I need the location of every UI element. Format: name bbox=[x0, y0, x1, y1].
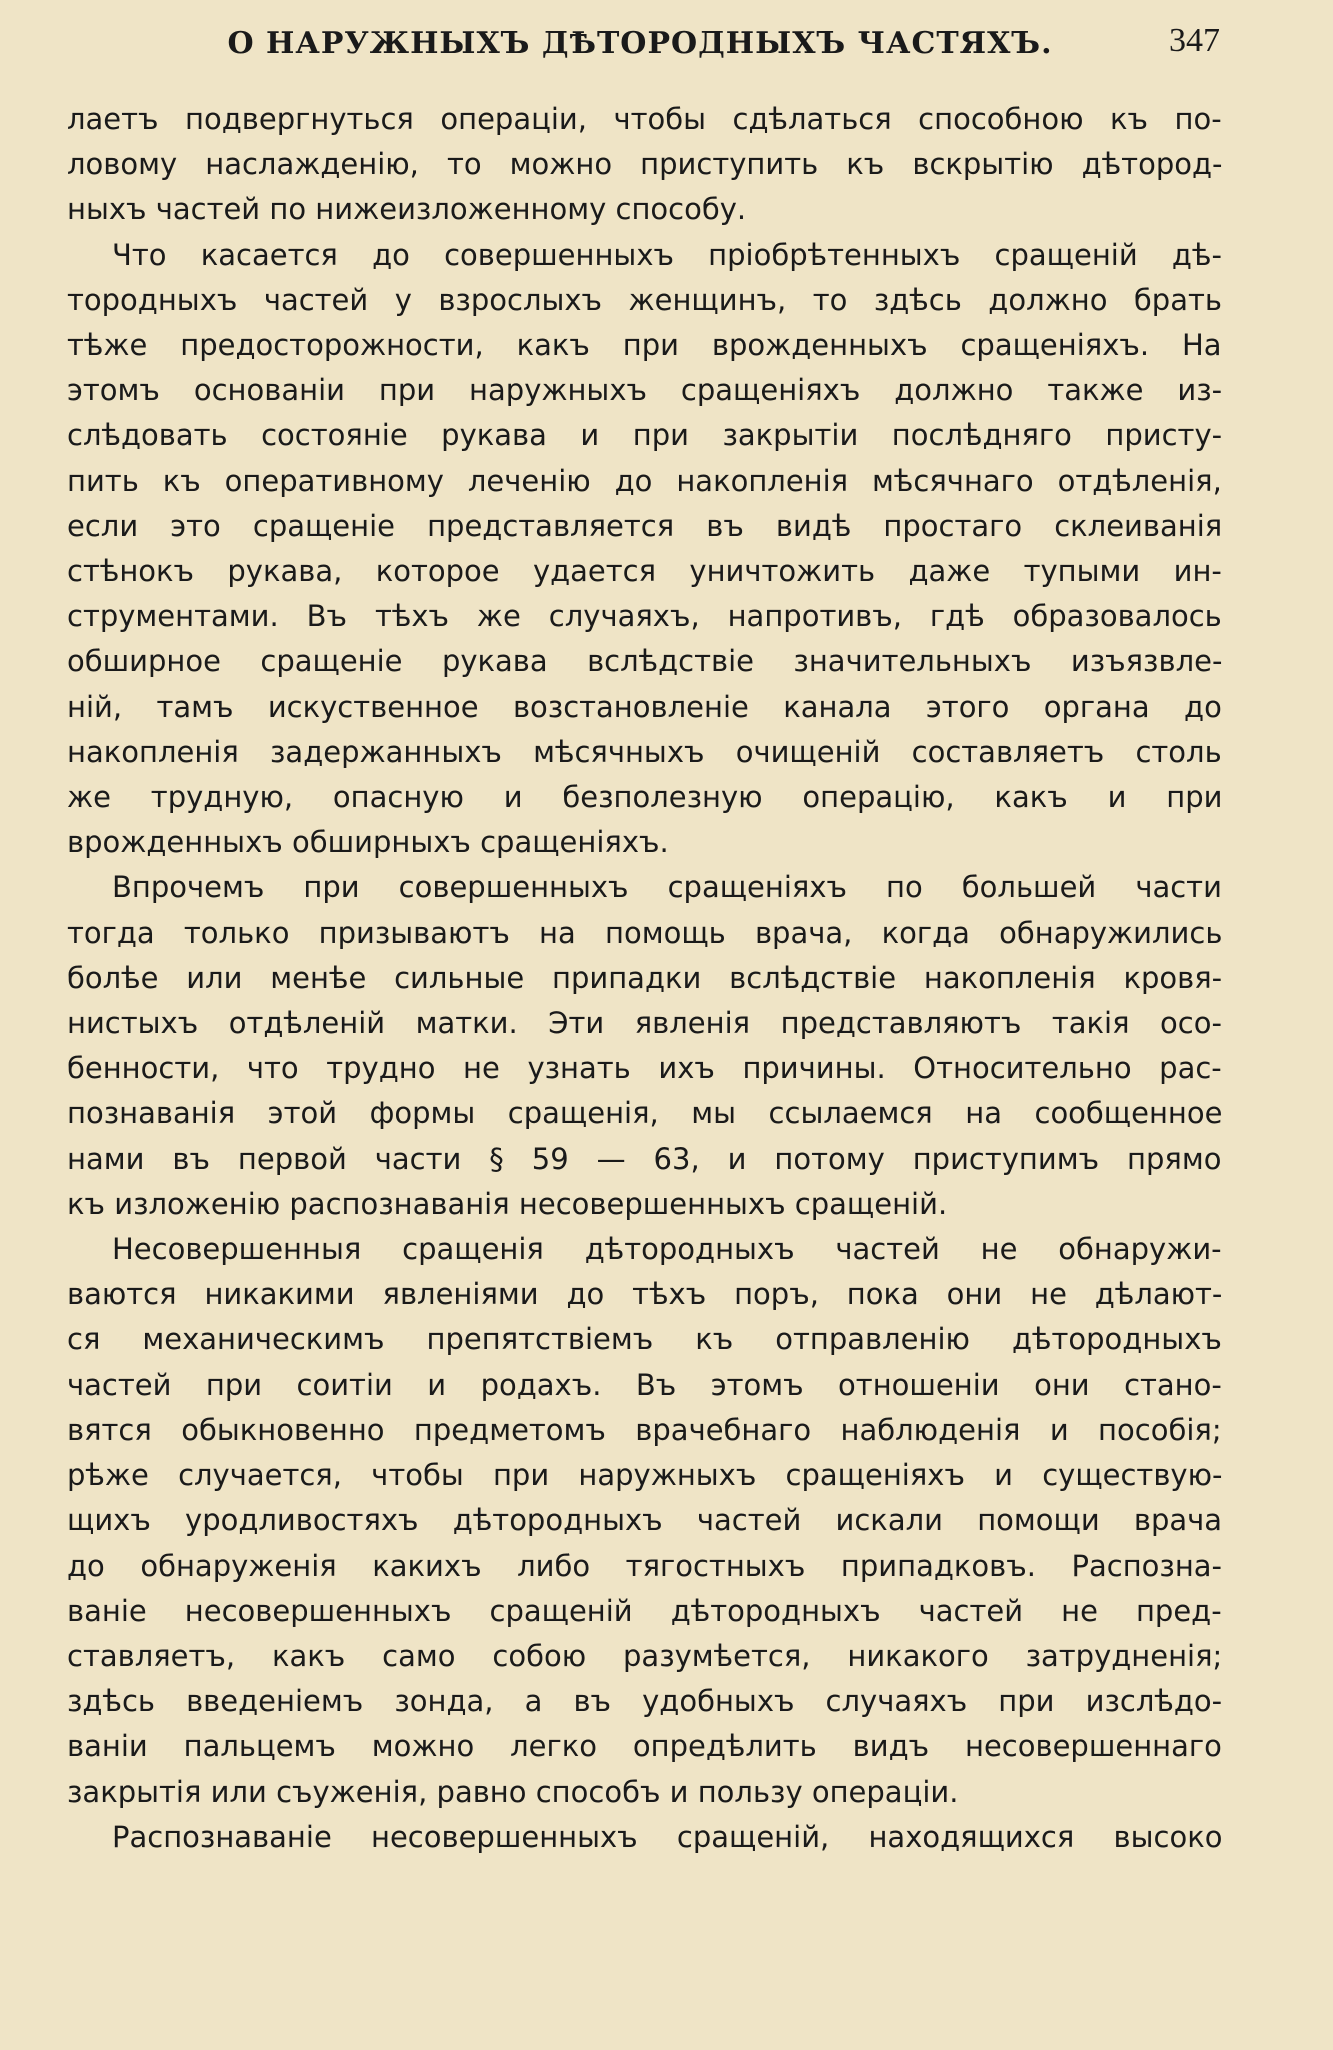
text-line: къ изложенію распознаванія несовершенныхъ сращеній. bbox=[67, 1186, 948, 1221]
text-line: вятся обыкновенно предметомъ врачебнаго наблюденія и пособія; bbox=[67, 1412, 1222, 1447]
text-line: познаванія этой формы сращенія, мы ссылаемся на сообщенное bbox=[67, 1096, 1223, 1131]
text-line: ловому наслажденію, то можно приступить къ вскрытію дѣтород- bbox=[67, 147, 1223, 182]
text-line: Распознаваніе несовершенныхъ сращеній, находящихся высоко bbox=[112, 1819, 1223, 1854]
text-line: закрытія или съуженія, равно способъ и пользу операціи. bbox=[67, 1774, 959, 1809]
body-text bbox=[67, 97, 1222, 1860]
text-line: нами въ первой части § 59 — 63, и потому приступимъ прямо bbox=[67, 1141, 1222, 1176]
text-line: тородныхъ частей у взрослыхъ женщинъ, то здѣсь должно брать bbox=[67, 282, 1222, 317]
paragraph bbox=[67, 865, 1222, 1227]
text-line: ній, тамъ искуственное возстановленіе канала этого органа до bbox=[67, 689, 1222, 724]
text-line: врожденныхъ обширныхъ сращеніяхъ. bbox=[67, 825, 669, 860]
text-line: бенности, что трудно не узнать ихъ причины. Относительно рас- bbox=[67, 1051, 1222, 1086]
text-line: лаетъ подвергнуться операціи, чтобы сдѣлаться способною къ по- bbox=[67, 102, 1222, 136]
text-line: Несовершенныя сращенія дѣтородныхъ частей не обнаружи- bbox=[112, 1232, 1222, 1267]
text-line: ся механическимъ препятствіемъ къ отправленію дѣтородныхъ bbox=[67, 1322, 1222, 1357]
text-line: стѣнокъ рукава, которое удается уничтожить даже тупыми ин- bbox=[67, 554, 1222, 589]
text-line: тогда только призываютъ на помощь врача, когда обнаружились bbox=[67, 915, 1223, 950]
running-title: О НАРУЖНЫХЪ ДѢТОРОДНЫХЪ ЧАСТЯХЪ. bbox=[227, 26, 1053, 61]
paragraph bbox=[67, 1227, 1222, 1815]
text-line: пить къ оперативному леченію до накопленія мѣсячнаго отдѣленія, bbox=[67, 463, 1222, 498]
text-line: струментами. Въ тѣхъ же случаяхъ, напротивъ, гдѣ образовалось bbox=[67, 599, 1222, 634]
text-line: до обнаруженія какихъ либо тягостныхъ припадковъ. Распозна- bbox=[67, 1548, 1223, 1583]
text-line: Впрочемъ при совершенныхъ сращеніяхъ по большей части bbox=[112, 870, 1222, 905]
text-line: ваются никакими явленіями до тѣхъ поръ, пока они не дѣлают- bbox=[67, 1277, 1223, 1312]
text-line: Что касается до совершенныхъ пріобрѣтенныхъ сращеній дѣ- bbox=[112, 237, 1222, 272]
text-line: частей при соитіи и родахъ. Въ этомъ отношеніи они стано- bbox=[67, 1367, 1222, 1402]
text-line: ныхъ частей по нижеизложенному способу. bbox=[67, 192, 747, 227]
paragraph bbox=[67, 1815, 1222, 1860]
page-header bbox=[60, 22, 1220, 76]
text-line: ставляетъ, какъ само собою разумѣется, никакого затрудненія; bbox=[67, 1638, 1223, 1673]
text-line: болѣе или менѣе сильные припадки вслѣдствіе накопленія кровя- bbox=[67, 960, 1223, 995]
text-line: тѣже предосторожности, какъ при врожденныхъ сращеніяхъ. На bbox=[67, 328, 1222, 363]
text-line: щихъ уродливостяхъ дѣтородныхъ частей искали помощи врача bbox=[67, 1503, 1223, 1538]
text-line: здѣсь введеніемъ зонда, а въ удобныхъ случаяхъ при изслѣдо- bbox=[67, 1684, 1223, 1719]
text-line: если это сращеніе представляется въ видѣ простаго склеиванія bbox=[67, 508, 1223, 543]
text-line: ваніи пальцемъ можно легко опредѣлить видъ несовершеннаго bbox=[67, 1729, 1222, 1764]
text-line: ваніе несовершенныхъ сращеній дѣтородныхъ частей не пред- bbox=[67, 1593, 1222, 1628]
paragraph bbox=[67, 233, 1222, 866]
text-line: же трудную, опасную и безполезную операцію, какъ и при bbox=[67, 780, 1223, 815]
text-line: рѣже случается, чтобы при наружныхъ сращеніяхъ и существую- bbox=[67, 1458, 1223, 1493]
text-line: нистыхъ отдѣленій матки. Эти явленія представляютъ такія осо- bbox=[67, 1006, 1222, 1041]
paragraph bbox=[67, 97, 1222, 233]
text-line: слѣдовать состояніе рукава и при закрытіи послѣдняго присту- bbox=[67, 418, 1223, 453]
text-line: накопленія задержанныхъ мѣсячныхъ очищеній составляетъ столь bbox=[67, 734, 1222, 769]
text-line: этомъ основаніи при наружныхъ сращеніяхъ должно также из- bbox=[67, 373, 1223, 408]
page-number: 347 bbox=[1169, 22, 1220, 59]
text-line: обширное сращеніе рукава вслѣдствіе значительныхъ изъязвле- bbox=[67, 644, 1223, 679]
